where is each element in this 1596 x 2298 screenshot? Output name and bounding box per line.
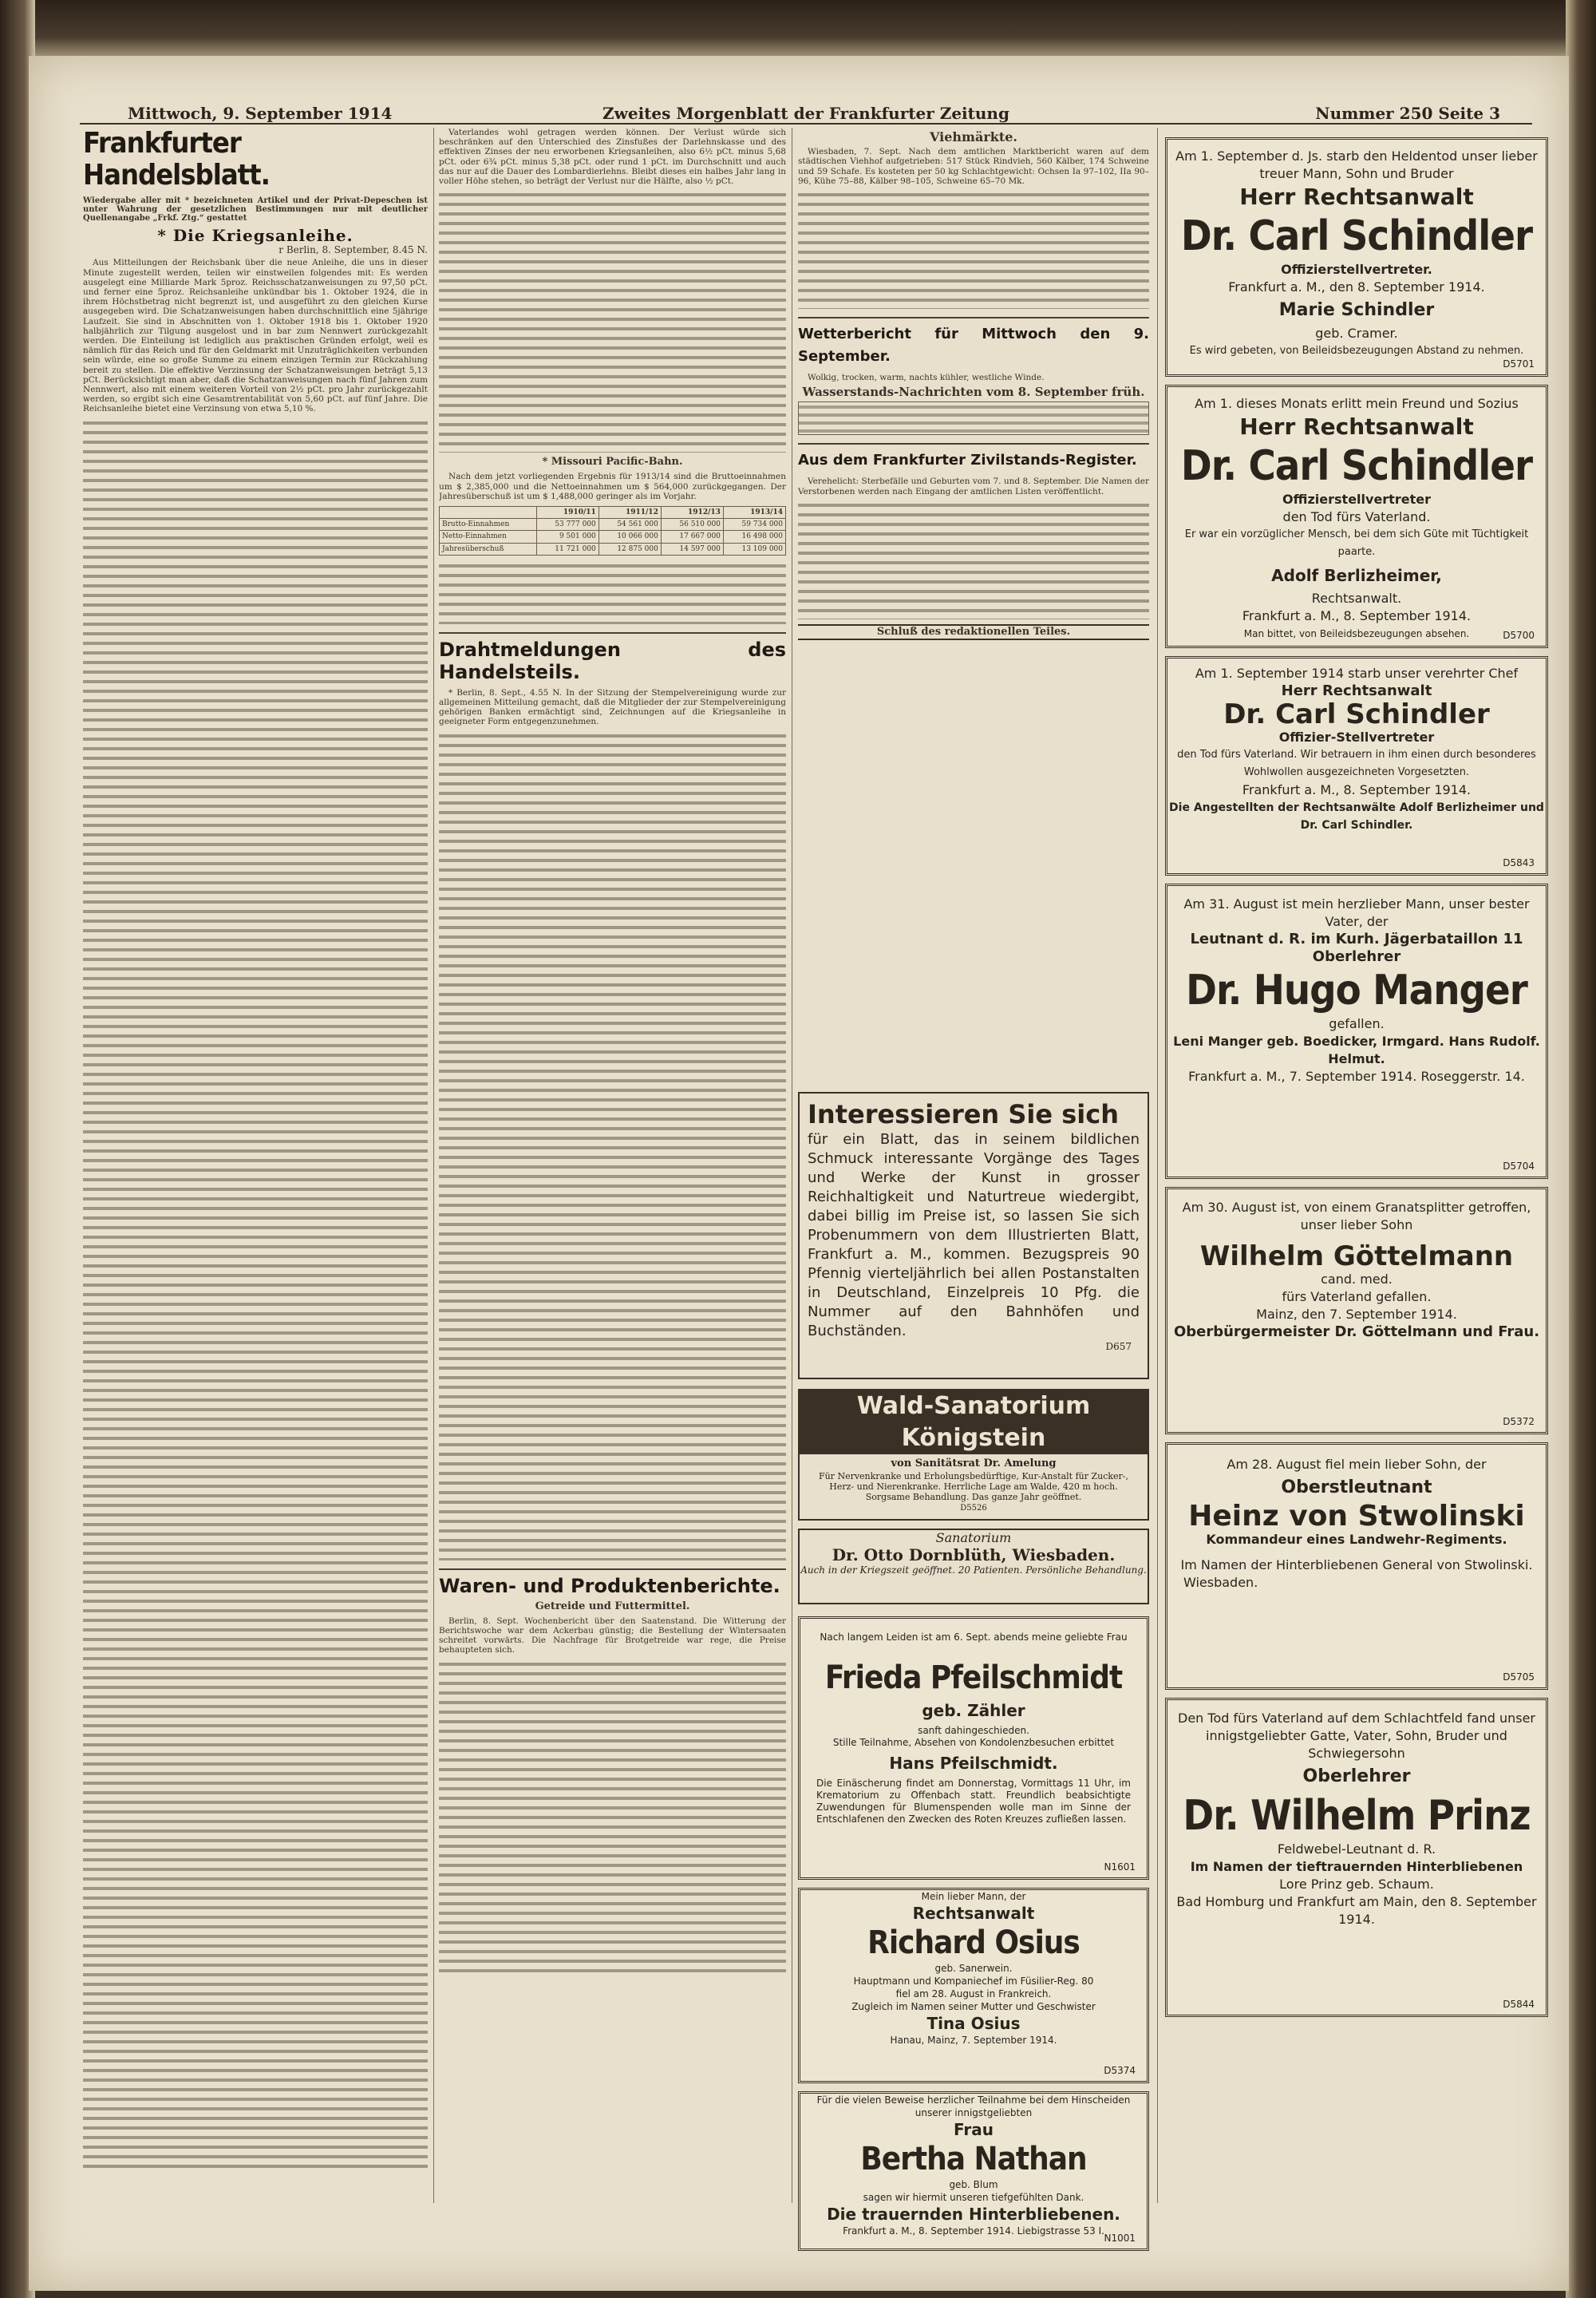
- obituary-place: Frankfurt a. M., 8. September 1914. Liebigstrasse 53 I.: [843, 2225, 1104, 2237]
- obituary-schindler-staff: [1165, 656, 1548, 876]
- obituary-rank: Herr Rechtsanwalt: [1281, 682, 1432, 699]
- obituary-intro: Mein lieber Mann, der: [921, 1891, 1026, 1902]
- obituary-text: sagen wir hiermit unseren tiefgefühlten Dank.: [863, 2192, 1084, 2203]
- masthead-page-number: Nummer 250 Seite 3: [1315, 104, 1500, 123]
- table-row: Jahresüberschuß 11 721 000 12 875 000 14 597 000 13 109 000: [440, 543, 786, 555]
- masthead: [80, 102, 1532, 125]
- ad-title: Sanatorium: [935, 1530, 1012, 1545]
- obituary-signer: Hans Pfeilschmidt.: [889, 1754, 1058, 1773]
- obituary-note: Stille Teilnahme, Absehen von Kondolenzbesuchen erbittet: [832, 1737, 1115, 1748]
- obituary-place: Frankfurt a. M., 8. September 1914.: [1242, 782, 1472, 797]
- obituary-name: Dr. Carl Schindler: [1180, 212, 1533, 260]
- obituary-text: den Tod fürs Vaterland. Wir betrauern in ihm einen durch besonderes Wohlwollen ausgezeichneten Vorgesetzten.: [1177, 749, 1536, 778]
- obituary-text: sanft dahingeschieden.: [918, 1725, 1029, 1736]
- text-continuation: [439, 730, 786, 1560]
- obituary-wilhelm-prinz: [1165, 1698, 1548, 2017]
- obituary-text: gefallen.: [1329, 1016, 1385, 1031]
- obituary-richard-osius: [798, 1888, 1149, 2083]
- ad-reference: D5843: [1503, 857, 1535, 868]
- text-continuation: [439, 189, 786, 453]
- article-body: * Berlin, 8. Sept., 4.55 N. In der Sitzung der Stempelvereinigung wurde zur allgemeinen Mitteilung gemacht, daß die Mitglieder der zur Stempelvereinigung gehörigen Banken ermächtigt sind, Zeichnungen auf die Kriegsanleihe in geeigneter Form entgegenzunehmen.: [439, 687, 786, 727]
- obituary-rank: Oberlehrer: [1302, 1766, 1411, 1786]
- ad-reference: D5705: [1503, 1671, 1535, 1683]
- obituary-wilhelm-goettelmann: [1165, 1187, 1548, 1434]
- table-header-row: 1910/11 1911/12 1912/13 1913/14: [440, 507, 786, 519]
- obituary-place: Mainz, den 7. September 1914.: [1256, 1307, 1457, 1322]
- ad-reference: D657: [1105, 1341, 1132, 1352]
- obituary-text: fiel am 28. August in Frankreich.: [895, 1988, 1052, 1999]
- ad-subtitle: von Sanitätsrat Dr. Amelung: [891, 1458, 1057, 1469]
- earnings-table: [439, 506, 786, 556]
- text-continuation: [439, 560, 786, 624]
- obituary-note: Im Namen der tieftrauernden Hinterbliebenen: [1190, 1859, 1523, 1874]
- article-body: Aus Mitteilungen der Reichsbank über die neue Anleihe, die uns in dieser Minute zugestellt werden, teilen wir einstweilen folgendes mit: Es werden ausgelegt eine Milliarde Mark 5proz. Reichsschatzanweisungen zu 97,50 pCt. und ferner eine 5proz. Reichsanleihe unkündbar bis 1. Oktober 1924, die in ihrem Höchstbetrag nicht begrenzt ist, und ausgeführt zu den gleichen Kurse ausgegeben wird. Die Schatzanweisungen haben durchschnittlich eine 5jährige Laufzeit. Sie sind in Abschnitten von 1. Oktober 1918 bis 1. Oktober 1920 halbjährlich zur Tilgung ausgelost und in bar zum Nennwert zurückgezahlt werden. Die Einteilung ist lediglich aus praktischen Gründen erfolgt, weil es nämlich für das Reich und für den Geldmarkt mit Unzuträglichkeiten verbunden sein würde, eine so große Summe zu einem einzigen Termin zur Rückzahlung bereit zu stellen. Die effektive Verzinsung der Schatzanweisungen beträgt 5,13 pCt. Berücksichtigt man aber, daß die Schatzanweisungen nach fünf Jahren zum Nennwert, also mit einem weiteren Vorteil von 2½ pCt. pro Jahr zurückgezahlt werden, so ergibt sich eine Gesamtrentabilität von 5,60 pCt. auf fünf Jahre. Die Reichsanleihe bietet eine Verzinsung von etwa 5,10 %.: [83, 258, 428, 414]
- ad-reference: N1001: [1104, 2233, 1136, 2244]
- obituary-signer: Die Angestellten der Rechtsanwälte Adolf Berlizheimer und Dr. Carl Schindler.: [1169, 801, 1544, 832]
- ad-reference: D5374: [1104, 2065, 1136, 2076]
- obituary-signer: Leni Manger geb. Boedicker, Irmgard. Hans Rudolf. Helmut.: [1173, 1034, 1540, 1066]
- obituary-intro: Am 28. August fiel mein lieber Sohn, der: [1227, 1457, 1487, 1472]
- article-continuation: [83, 417, 428, 2173]
- table-row: Brutto-Einnahmen 53 777 000 54 561 000 56 510 000 59 734 000: [440, 519, 786, 531]
- obituary-intro: Am 30. August ist, von einem Granatsplitter getroffen, unser lieber Sohn: [1182, 1200, 1531, 1232]
- ad-reference: D5701: [1503, 358, 1535, 370]
- obituary-schindler-partner: [1165, 385, 1548, 648]
- ad-reference: D5704: [1503, 1161, 1535, 1172]
- obituary-role: Offizierstellvertreter: [1282, 492, 1431, 507]
- obituary-name: Dr. Hugo Manger: [1186, 967, 1527, 1015]
- obituary-place: Bad Homburg und Frankfurt am Main, den 8. September 1914.: [1176, 1894, 1537, 1927]
- ad-reference: D5372: [1503, 1416, 1535, 1427]
- obituary-signer: Tina Osius: [926, 2014, 1021, 2033]
- column-wirtschaft: [439, 128, 786, 2203]
- obituary-geb: geb. Sanerwein.: [934, 1963, 1013, 1974]
- obituary-note: Zugleich im Namen seiner Mutter und Geschwister: [851, 2001, 1096, 2012]
- obituary-name: Heinz von Stwolinski: [1188, 1500, 1525, 1533]
- obituary-funeral: Die Einäscherung findet am Donnerstag, Vormittags 11 Uhr, im Krematorium zu Offenbach statt. Freundlich beabsichtigte Zuwendungen für Blumenspenden wolle man im Sinne der Entschlafenen den Zwecken des Roten Kreuzes zufließen lassen.: [816, 1778, 1131, 1825]
- obituary-text: fürs Vaterland gefallen.: [1282, 1289, 1432, 1304]
- editorial-end-marker: Schluß des redaktionellen Teiles.: [798, 624, 1149, 640]
- obituary-intro: Am 1. September 1914 starb unser verehrter Chef: [1195, 666, 1519, 681]
- ad-reference: D5700: [1503, 630, 1535, 641]
- ad-name: Dr. Otto Dornblüth, Wiesbaden.: [832, 1545, 1116, 1564]
- obituary-text: den Tod fürs Vaterland.: [1282, 509, 1431, 524]
- obituary-name: Dr. Carl Schindler: [1223, 698, 1490, 730]
- obituary-intro: Am 1. September d. Js. starb den Heldentod unser lieber treuer Mann, Sohn und Bruder: [1175, 148, 1538, 181]
- ad-reference: D5526: [960, 1504, 987, 1513]
- obituary-place: Frankfurt a. M., 7. September 1914. Roseggerstr. 14.: [1188, 1069, 1525, 1084]
- section-headline: Wetterbericht für Mittwoch den 9. September.: [798, 317, 1149, 368]
- obituary-birthname: geb. Zähler: [922, 1701, 1025, 1720]
- obituary-schindler-family: [1165, 137, 1548, 377]
- obituary-signer: Lore Prinz geb. Schaum.: [1279, 1877, 1434, 1892]
- masthead-title: Zweites Morgenblatt der Frankfurter Zeitung: [602, 104, 1009, 123]
- ad-title: Wald-Sanatorium Königstein: [800, 1390, 1148, 1454]
- obituary-name: Wilhelm Göttelmann: [1199, 1240, 1514, 1272]
- obituary-intro: Am 31. August ist mein herzlieber Mann, unser bester Vater, der: [1183, 896, 1530, 929]
- sanatorium-koenigstein-ad: [798, 1389, 1149, 1521]
- ad-body: für ein Blatt, das in seinem bildlichen Schmuck interessante Vorgänge des Tages und Werke der Kunst in grosser Reichhaltigkeit und Naturtreue wiedergibt, dabei billig im Preise ist, so lassen Sie sich Probenummern von dem Illustrierten Blatt, Frankfurt a. M., kommen. Bezugspreis 90 Pfennig vierteljährlich bei allen Postanstalten in Deutschland, Einzelpreis 10 Pfg. die Nummer auf den Bahnhöfen und Buchständen.: [808, 1131, 1140, 1339]
- obituary-signer: Adolf Berlizheimer,: [1271, 566, 1442, 585]
- obituary-place: Wiesbaden.: [1183, 1575, 1258, 1590]
- ad-reference: D5844: [1503, 1999, 1535, 2010]
- obituary-place: Hanau, Mainz, 7. September 1914.: [890, 2035, 1057, 2046]
- column-rule: [1157, 128, 1158, 2203]
- obituary-note: Im Namen der Hinterbliebenen General von Stwolinski.: [1180, 1557, 1533, 1572]
- sanatorium-dornblueth-ad: [798, 1529, 1149, 1604]
- ad-reference: N1601: [1104, 1861, 1136, 1873]
- article-dateline: r Berlin, 8. September, 8.45 N.: [279, 244, 428, 256]
- section-headline: Aus dem Frankfurter Zivilstands-Register.: [798, 443, 1149, 472]
- article-title: * Die Kriegsanleihe.: [157, 226, 354, 245]
- article-body: Vaterlandes wohl getragen werden können. Der Verlust würde sich beschränken auf den Unterschied des Zinsfußes der Darlehnskasse und des effektiven Zinses der neu erworbenen Kriegsanleihen, also 6½ pCt. minus 5,68 pCt. oder 6¾ pCt. minus 5,38 pCt. oder rund 1 pCt. im Durchschnitt und auch das nur auf die Dauer des Lombardierlehns. Bleibt dieses ein halbes Jahr lang in voller Höhe stehen, so beträgt der Verlust nur die Hälfte, also ½ pCt.: [439, 128, 786, 187]
- article-body: Berlin, 8. Sept. Wochenbericht über den Saatenstand. Die Witterung der Berichtswoche war dem Ackerbau günstig; die Bestellung der Wintersaaten schreitet vorwärts. Die Nachfrage für Brotgetreide war rege, die Preise behaupteten sich.: [439, 1616, 786, 1655]
- section-headline: Drahtmeldungen des Handelsteils.: [439, 632, 786, 683]
- obituary-rank: Rechtsanwalt: [912, 1904, 1035, 1923]
- text-continuation: [798, 189, 1149, 309]
- obituary-role: Offizierstellvertreter.: [1281, 262, 1432, 277]
- obituary-role: Leutnant d. R. im Kurh. Jägerbataillon 11 Oberlehrer: [1190, 931, 1523, 965]
- column-rule: [433, 128, 434, 2203]
- obituary-signer: Die trauernden Hinterbliebenen.: [827, 2205, 1120, 2224]
- masthead-date: Mittwoch, 9. September 1914: [128, 104, 393, 123]
- scan-right-edge: [1566, 0, 1596, 2298]
- obituary-signer: Oberbürgermeister Dr. Göttelmann und Frau.: [1173, 1323, 1540, 1340]
- obituary-intro: Den Tod fürs Vaterland auf dem Schlachtfeld fand unser innigstgeliebter Gatte, Vater, Sohn, Bruder und Schwiegersohn: [1178, 1711, 1535, 1761]
- article-body: Wiesbaden, 7. Sept. Nach dem amtlichen Marktbericht waren auf dem städtischen Viehhof aufgetrieben: 517 Stück Rindvieh, 560 Kälber, 174 Schweine und 59 Schafe. Es kosteten per 50 kg Schlachtgewicht: Ochsen Ia 97–102, IIa 90–96, Kühe 75–88, Kälber 98–105, Schweine 65–70 Mk.: [798, 147, 1149, 186]
- obituary-place: Frankfurt a. M., 8. September 1914.: [1242, 608, 1472, 623]
- table-row: Netto-Einnahmen 9 501 000 10 066 000 17 667 000 16 498 000: [440, 531, 786, 543]
- section-headline: Frankfurter Handelsblatt.: [83, 128, 270, 192]
- obituary-name: Dr. Wilhelm Prinz: [1183, 1792, 1531, 1840]
- obituary-role: Offizier-Stellvertreter: [1278, 730, 1435, 745]
- obituary-frieda-pfeilschmidt: [798, 1616, 1149, 1880]
- obituary-role: cand. med.: [1321, 1272, 1393, 1287]
- reprint-note: Wiedergabe aller mit * bezeichneten Artikel und der Privat-Depeschen ist unter Wahrung der gesetzlichen Bestimmungen nur mit deutlicher Quellenangabe „Frkf. Ztg.“ gestattet: [83, 196, 428, 223]
- obituary-hugo-manger: [1165, 884, 1548, 1179]
- scan-top-edge: [35, 0, 1596, 62]
- obituary-rank: Herr Rechtsanwalt: [1239, 184, 1474, 210]
- obituary-place: Frankfurt a. M., den 8. September 1914.: [1228, 279, 1485, 295]
- water-level-table: [798, 401, 1149, 435]
- obituary-name: Dr. Carl Schindler: [1180, 442, 1533, 490]
- obituary-geb: geb. Blum: [949, 2179, 998, 2190]
- article-body: Verehelicht: Sterbefälle und Geburten vom 7. und 8. September. Die Namen der Verstorbenen werden nach Eingang der amtlichen Listen veröffentlicht.: [798, 477, 1149, 496]
- obituary-rank: Oberstleutnant: [1281, 1477, 1432, 1497]
- obituary-note: Es wird gebeten, von Beileidsbezeugungen Abstand zu nehmen.: [1189, 345, 1524, 357]
- ad-title: Interessieren Sie sich: [808, 1099, 1119, 1129]
- illustrated-paper-ad: [798, 1092, 1149, 1379]
- section-headline: Waren- und Produktenberichte.: [439, 1568, 786, 1597]
- obituary-role: Feldwebel-Leutnant d. R.: [1277, 1841, 1436, 1857]
- article-body: Wolkig, trocken, warm, nachts kühler, westliche Winde.: [808, 373, 1045, 383]
- article-title: * Missouri Pacific-Bahn.: [542, 456, 683, 469]
- obituary-intro: Nach langem Leiden ist am 6. Sept. abends meine geliebte Frau: [820, 1632, 1128, 1643]
- obituary-name: Bertha Nathan: [860, 2141, 1087, 2177]
- obituary-note: Er war ein vorzüglicher Mensch, bei dem sich Güte mit Tüchtigkeit paarte.: [1184, 528, 1529, 558]
- column-handelsblatt: [83, 128, 428, 2203]
- article-body: Nach dem jetzt vorliegenden Ergebnis für 1913/14 sind die Bruttoeinnahmen um $ 2,385,000 und die Nettoeinnahmen um $ 564,000 zurückgegangen. Der Jahresüberschuß ist um $ 1,488,000 geringer als im Vorjahr.: [439, 472, 786, 501]
- obituary-note: Man bittet, von Beileidsbezeugungen absehen.: [1243, 628, 1470, 639]
- text-continuation: [798, 500, 1149, 619]
- obituary-intro: Am 1. dieses Monats erlitt mein Freund und Sozius: [1195, 396, 1519, 411]
- ad-body: Für Nervenkranke und Erholungsbedürftige, Kur-Anstalt für Zucker-, Herz- und Nierenkranke. Herrliche Lage am Walde, 420 m hoch. Sorgsame Behandlung. Das ganze Jahr geöffnet.: [818, 1471, 1129, 1502]
- obituary-role: Hauptmann und Kompaniechef im Füsilier-Reg. 80: [853, 1976, 1094, 1987]
- obituary-heinz-von-stwolinski: [1165, 1442, 1548, 1690]
- obituary-name: Richard Osius: [867, 1924, 1080, 1961]
- obituary-role: Kommandeur eines Landwehr-Regiments.: [1206, 1532, 1507, 1547]
- section-title: Wasserstands-Nachrichten vom 8. September früh.: [802, 385, 1145, 400]
- obituary-signer: Marie Schindler: [1278, 300, 1435, 320]
- obituary-name: Frieda Pfeilschmidt: [824, 1659, 1123, 1696]
- obituary-title: Frau: [954, 2120, 994, 2139]
- obituary-intro: Für die vielen Beweise herzlicher Teilnahme bei dem Hinscheiden unserer innigstgeliebten: [816, 2094, 1131, 2118]
- text-continuation: [439, 1659, 786, 1978]
- obituary-signer-role: Rechtsanwalt.: [1311, 591, 1402, 606]
- obituary-rank: Herr Rechtsanwalt: [1239, 413, 1474, 440]
- ad-body: Auch in der Kriegszeit geöffnet. 20 Patienten. Persönliche Behandlung.: [800, 1564, 1147, 1576]
- obituary-birthname: geb. Cramer.: [1315, 326, 1398, 341]
- subsection-title: Getreide und Futtermittel.: [535, 1600, 690, 1612]
- section-title: Viehmärkte.: [930, 129, 1017, 144]
- obituary-bertha-nathan: [798, 2091, 1149, 2251]
- column-nachrichten: [798, 128, 1149, 1205]
